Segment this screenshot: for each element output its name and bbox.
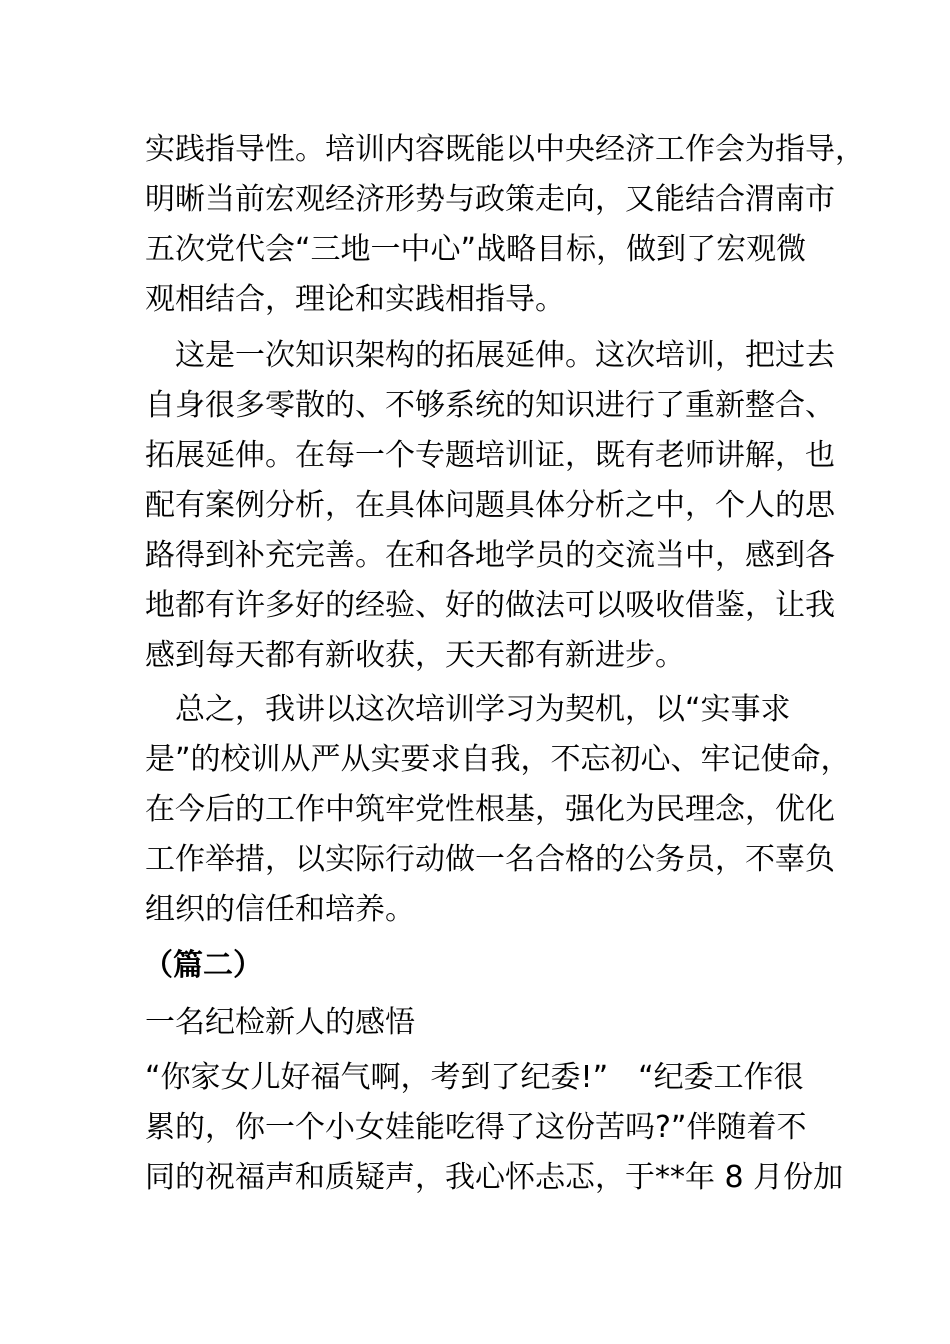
text-line: 工作举措，以实际行动做一名合格的公务员，不辜负	[145, 842, 835, 877]
text-line: 组织的信任和培养。	[145, 892, 415, 927]
text-line: 明晰当前宏观经济形势与政策走向，又能结合渭南市	[145, 182, 835, 217]
text-line: 感到每天都有新收获，天天都有新进步。	[145, 638, 685, 673]
section-heading: （篇二）	[143, 948, 263, 983]
text-line: 这是一次知识架构的拓展延伸。这次培训，把过去	[145, 338, 835, 373]
text-line: 自身很多零散的、不够系统的知识进行了重新整合、	[145, 388, 835, 423]
text-line: 观相结合，理论和实践相指导。	[145, 282, 565, 317]
text-line: 五次党代会“三地一中心”战略目标，做到了宏观微	[145, 232, 807, 267]
text-line: 实践指导性。培训内容既能以中央经济工作会为指导，	[145, 132, 865, 167]
text-line: 路得到补充完善。在和各地学员的交流当中，感到各	[145, 538, 835, 573]
text-line: 是”的校训从严从实要求自我，不忘初心、牢记使命，	[145, 742, 851, 777]
text-line: 同的祝福声和质疑声，我心怀忐忑，于**年 8 月份加	[145, 1160, 844, 1195]
text-line: 在今后的工作中筑牢党性根基，强化为民理念，优化	[145, 792, 835, 827]
text-line: 累的，你一个小女娃能吃得了这份苦吗?”伴随着不	[145, 1110, 807, 1145]
text-line: “你家女儿好福气啊，考到了纪委!” “纪委工作很	[145, 1060, 804, 1095]
text-line: 配有案例分析，在具体问题具体分析之中，个人的思	[145, 488, 835, 523]
text-line: 拓展延伸。在每一个专题培训证，既有老师讲解，也	[145, 438, 835, 473]
article-title: 一名纪检新人的感悟	[145, 1005, 415, 1040]
text-line: 总之，我讲以这次培训学习为契机，以“实事求	[145, 692, 791, 727]
text-line: 地都有许多好的经验、好的做法可以吸收借鉴，让我	[145, 588, 835, 623]
